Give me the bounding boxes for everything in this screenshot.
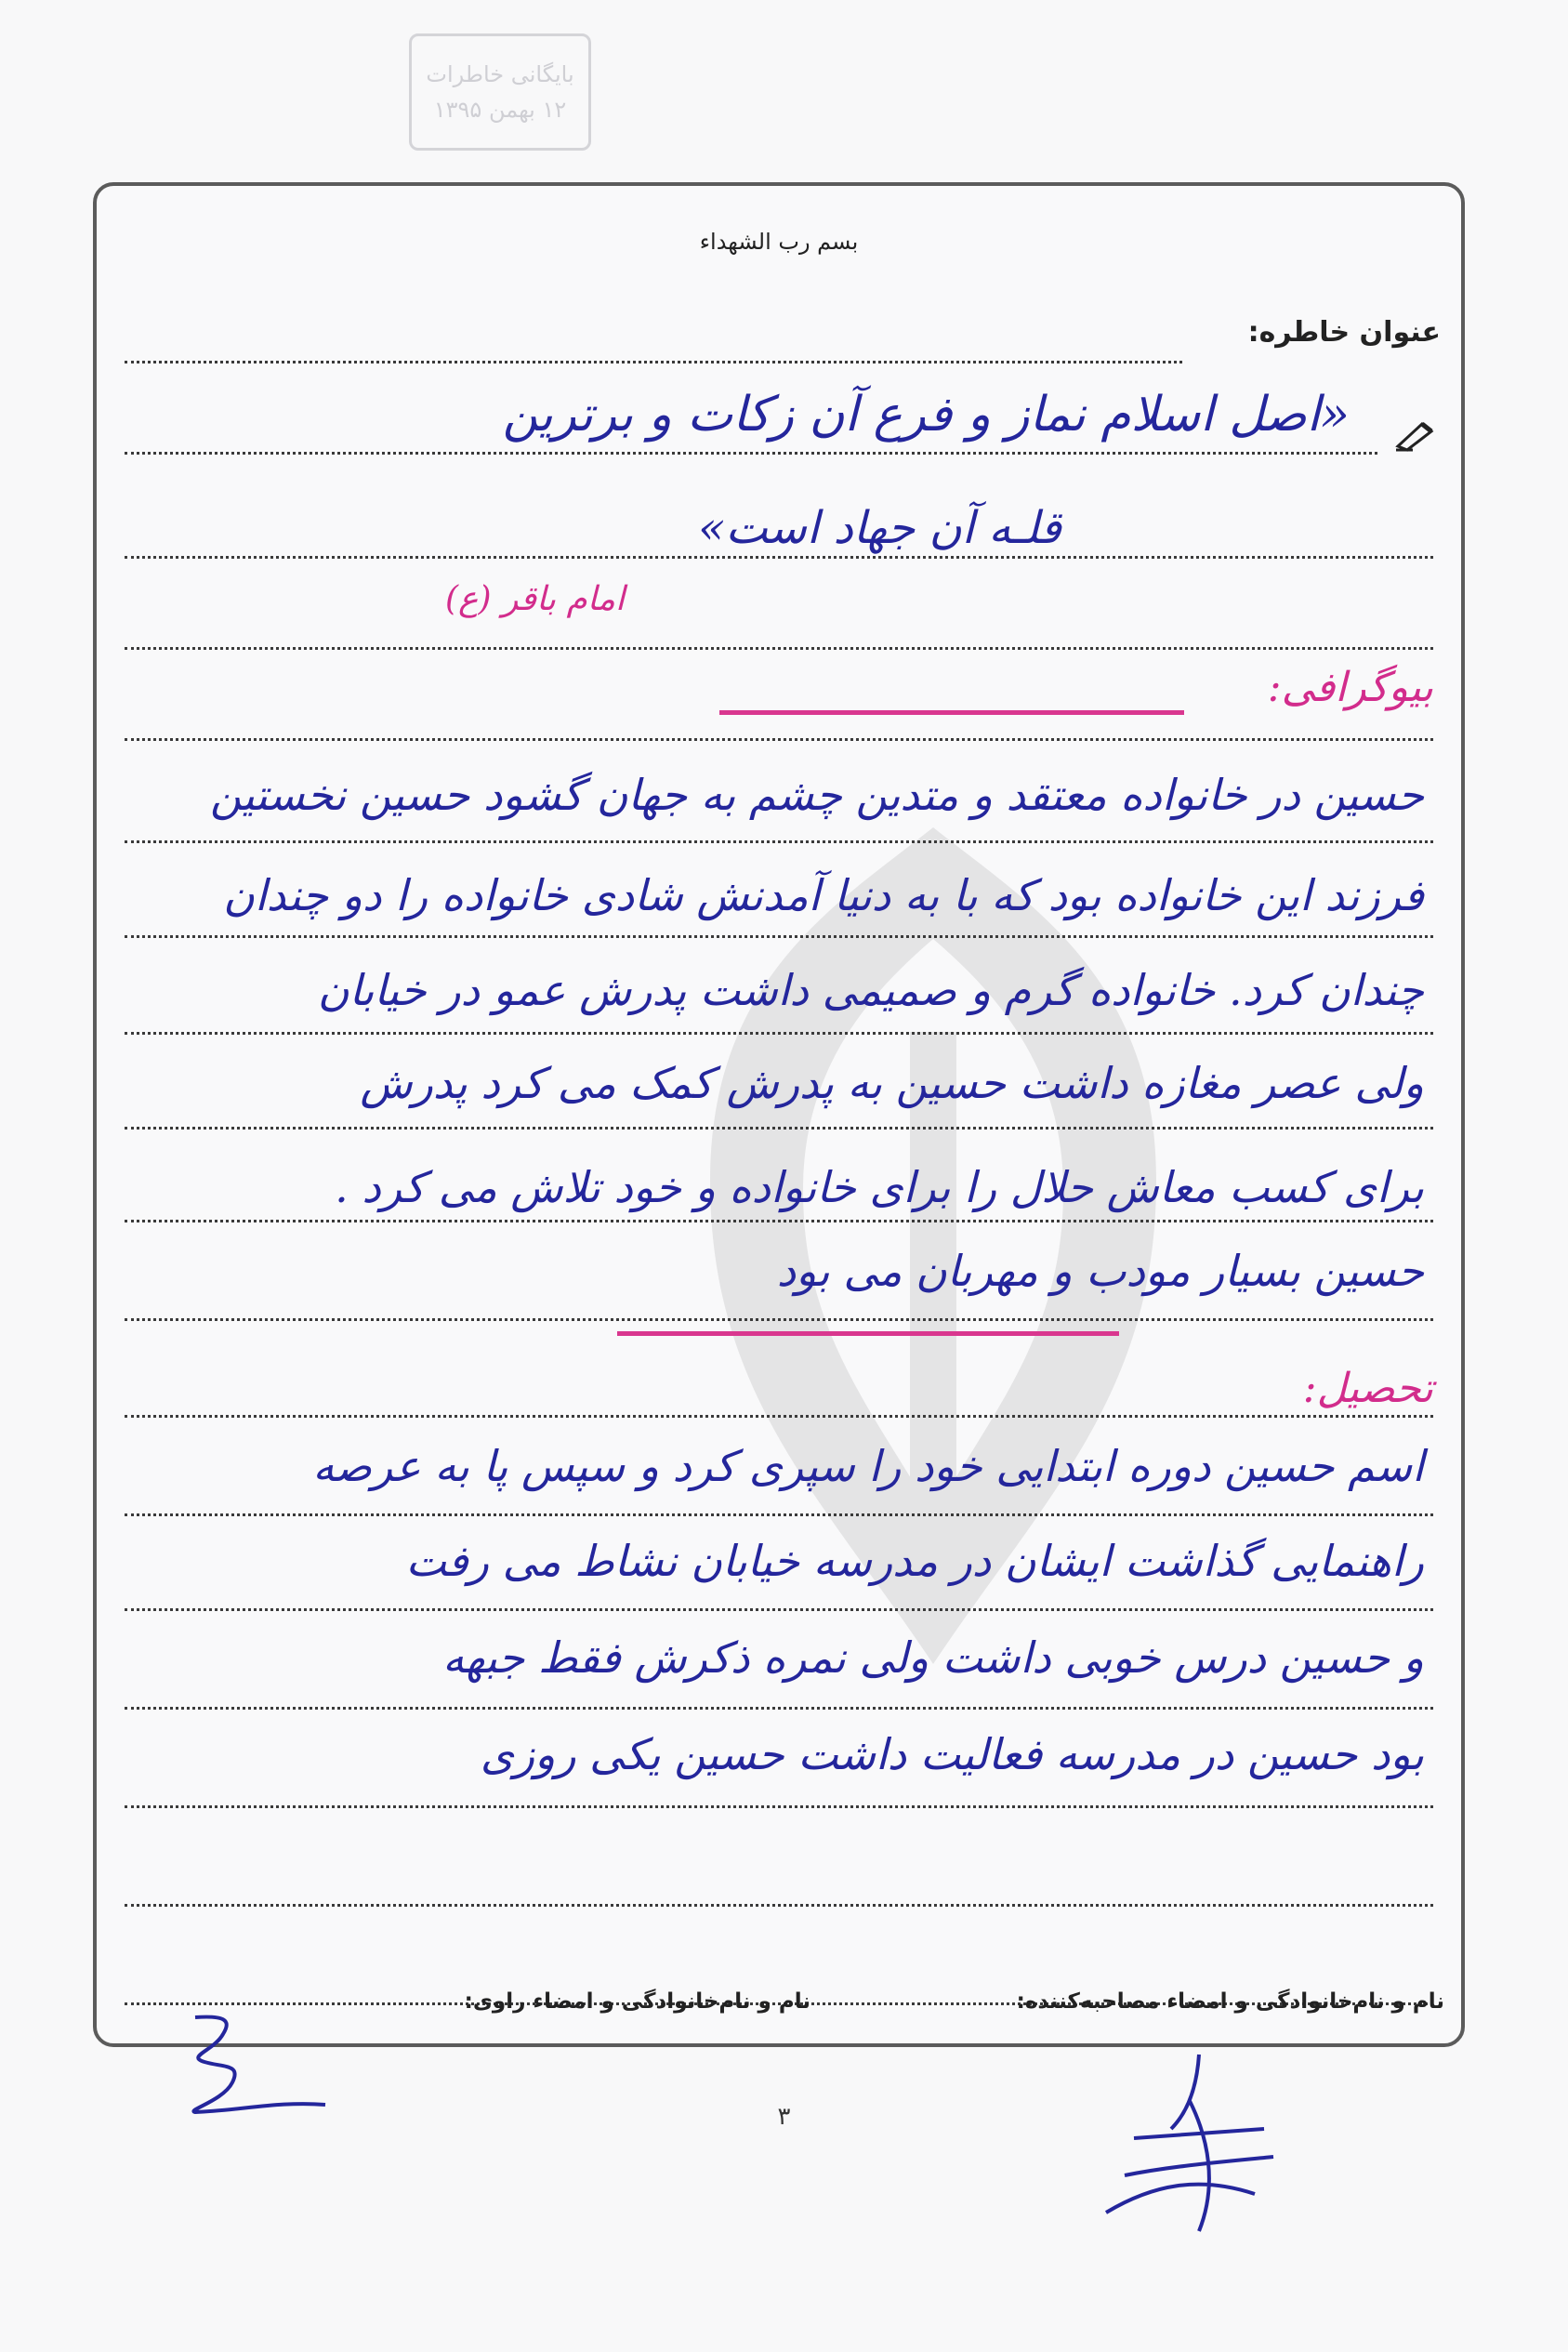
ruled-line (125, 840, 1433, 843)
page-number: ۳ (777, 2103, 791, 2131)
interviewer-signature (1078, 2045, 1283, 2250)
stamp-line-1: بایگانی خاطرات (426, 61, 574, 87)
biography-line-5: برای کسب معاش حلال را برای خانواده و خود تلاش می کرد . (335, 1162, 1424, 1212)
education-line-1: اسم حسین دوره ابتدایی خود را سپری کرد و سپس پا به عرصه (312, 1441, 1424, 1491)
biography-line-4: ولی عصر مغازه داشت حسین به پدرش کمک می کرد پدرش (360, 1058, 1424, 1108)
ruled-line (125, 1513, 1433, 1516)
ruled-line (125, 1608, 1433, 1611)
ruled-line (125, 1127, 1433, 1130)
ruled-line (125, 452, 1377, 455)
memoir-form-frame (93, 182, 1465, 2047)
ruled-line (125, 647, 1433, 650)
education-line-3: و حسین درس خوبی داشت ولی نمره ذکرش فقط جبهه (442, 1632, 1424, 1683)
ruled-line (125, 1032, 1433, 1035)
pen-writing-icon (1394, 418, 1439, 452)
education-underline (617, 1331, 1119, 1336)
quote-line-2: قلـه آن جهاد است» (698, 502, 1061, 554)
ruled-line (125, 1220, 1433, 1222)
education-line-2: راهنمایی گذاشت ایشان در مدرسه خیابان نشاط می رفت (405, 1536, 1424, 1586)
title-rule (125, 361, 1182, 363)
ruled-line (125, 556, 1433, 559)
ruled-line (125, 738, 1433, 741)
page-heading: بسم رب الشهداء (699, 229, 859, 255)
ruled-line (125, 1805, 1433, 1808)
education-line-4: بود حسین در مدرسه فعالیت داشت حسین یکی روزی (480, 1729, 1424, 1779)
biography-line-3: چندان کرد. خانواده گرم و صمیمی داشت پدرش عمو در خیابان (317, 965, 1424, 1015)
received-stamp (409, 33, 591, 151)
biography-line-6: حسین بسیار مودب و مهربان می بود (776, 1246, 1424, 1296)
quote-attribution: امام باقر (ع) (444, 580, 625, 618)
biography-heading: بیوگرافی: (1267, 664, 1433, 711)
narrator-signature-label: نام و نام‌خانوادگی و امضاء راوی: (464, 1989, 810, 2014)
stamp-line-2: ۱۲ بهمن ۱۳۹۵ (433, 97, 567, 123)
quote-line-1: «اصل اسلام نماز و فرع آن زکات و برترین (502, 387, 1350, 443)
biography-underline (719, 710, 1184, 715)
biography-line-2: فرزند این خانواده بود که با به دنیا آمدنش شادی خانواده را دو چندان (223, 870, 1424, 920)
ruled-line (125, 1904, 1433, 1907)
biography-line-1: حسین در خانواده معتقد و متدین چشم به جهان گشود حسین نخستین (210, 770, 1424, 820)
interviewer-signature-label: نام و نام‌خانوادگی و امضاء مصاحبه‌کننده: (1016, 1989, 1444, 2014)
ruled-line (125, 935, 1433, 938)
ruled-line (125, 1415, 1433, 1418)
memoir-title-label: عنوان خاطره: (1247, 316, 1441, 349)
ruled-line (125, 1318, 1433, 1321)
education-heading: تحصیل: (1302, 1365, 1433, 1412)
ruled-line (125, 1707, 1433, 1710)
